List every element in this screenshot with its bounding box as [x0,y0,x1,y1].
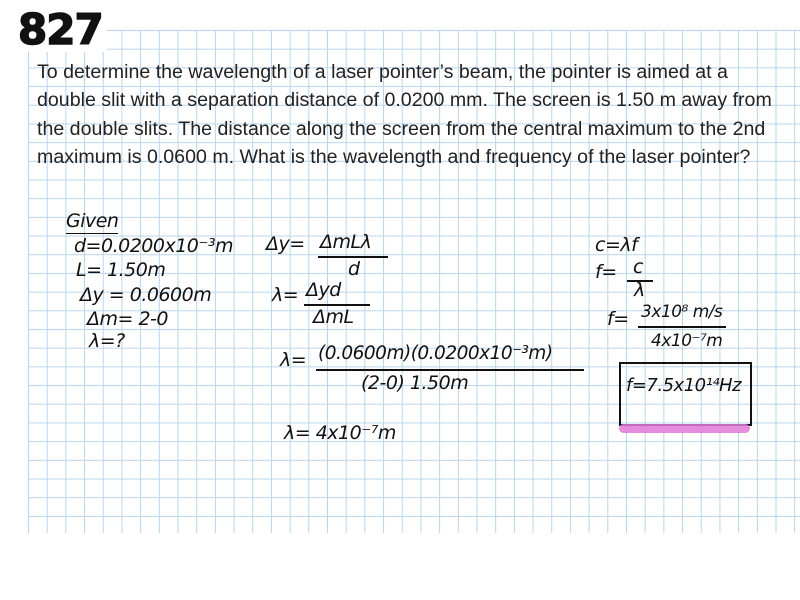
given-line-d: d=0.0200x10⁻³m [74,235,234,257]
frequency-eq2-lhs: f= [595,261,617,283]
substitution-numerator: (0.0600m)(0.0200x10⁻³m) [318,343,553,364]
problem-number: 827 [16,8,107,52]
frequency-eq1: c=λf [595,234,638,256]
frequency-eq3-fraction-bar [638,326,726,328]
formula-eq1-lhs: Δy= [266,233,305,255]
formula-eq2-numerator: Δyd [306,279,341,301]
frequency-eq3-numerator: 3x10⁸ m/s [641,302,723,322]
question-text: To determine the wavelength of a laser pointer’s beam, the pointer is aimed at a double slit with a separation distance of 0.0200 mm. The screen is 1.50 m away from the double slits. The distance along the screen from the central maximum to the 2nd maximum is 0.0600 m. What is the wavelength and frequency of the laser pointer? [37,61,772,169]
wavelength-result: λ= 4x10⁻⁷m [284,422,396,444]
given-line-dy: Δy = 0.0600m [80,284,212,306]
given-line-dm: Δm= 2-0 [87,308,168,330]
frequency-eq2-numerator: c [633,256,643,278]
formula-eq1-denominator: d [348,258,360,280]
given-heading: Given [66,210,119,232]
frequency-answer: f=7.5x10¹⁴Hz [626,375,742,396]
formula-eq2-denominator: ΔmL [313,306,354,328]
formula-eq1-numerator: ΔmLλ [320,231,372,253]
given-line-l: L= 1.50m [76,259,166,281]
frequency-eq3-denominator: 4x10⁻⁷m [651,331,723,351]
substitution-denominator: (2-0) 1.50m [361,372,469,394]
answer-highlight [619,424,750,433]
frequency-eq3-lhs: f= [607,308,629,330]
substitution-fraction-bar [316,369,584,371]
given-line-lambda: λ=? [89,330,125,352]
substitution-lhs: λ= [280,349,307,371]
frequency-eq2-denominator: λ [634,279,645,301]
formula-eq2-lhs: λ= [272,284,299,306]
